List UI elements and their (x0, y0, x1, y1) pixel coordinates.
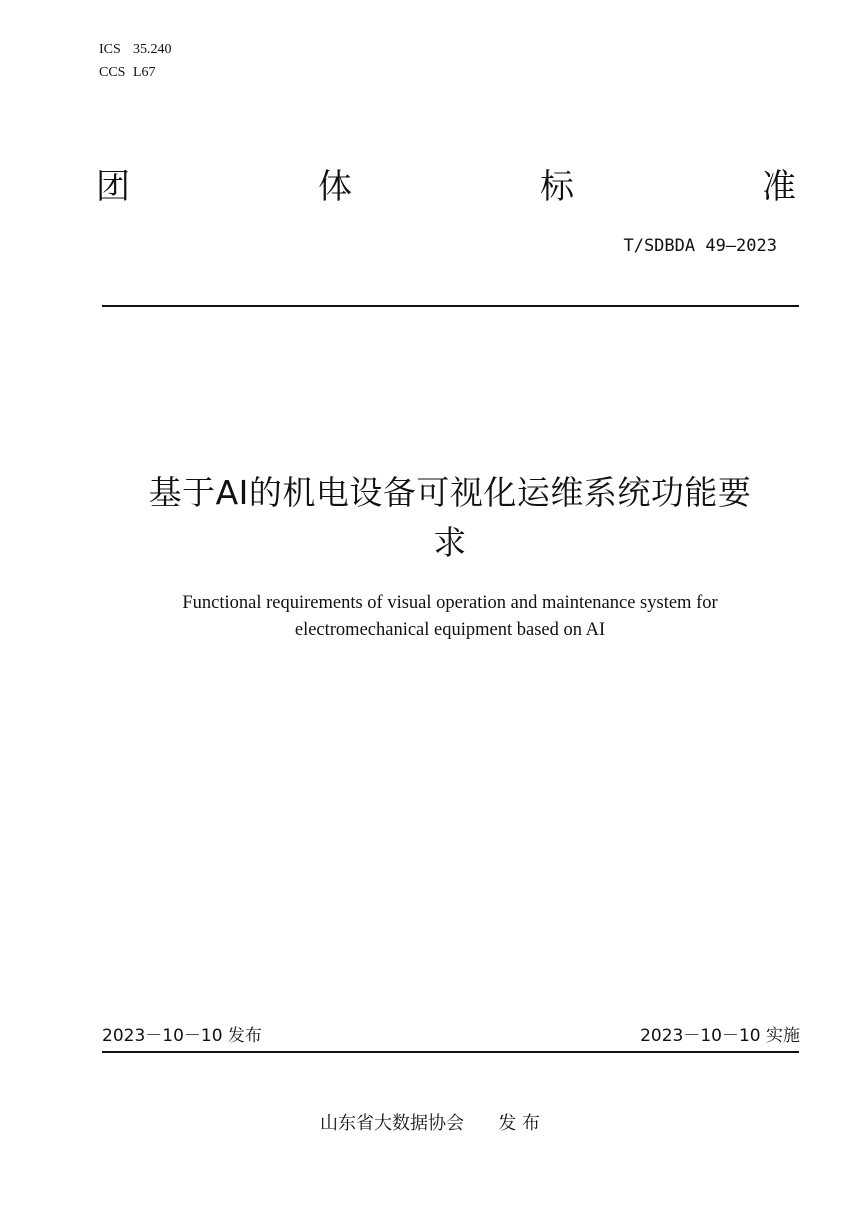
implement-date: 2023－10－10 实施 (640, 1026, 800, 1046)
standard-code: T/SDBDA 49—2023 (623, 236, 777, 256)
ccs-line (99, 64, 156, 82)
standard-type-char: 体 (318, 167, 352, 207)
title-english-line: Functional requirements of visual operation and maintenance system for (182, 593, 718, 613)
title-english (120, 590, 780, 644)
standard-type-heading (96, 162, 796, 212)
standard-type-char: 准 (762, 167, 796, 207)
bottom-divider (102, 1051, 799, 1053)
ics-label: ICS (99, 42, 121, 57)
ics-line (99, 41, 172, 59)
ccs-value: L67 (133, 65, 156, 80)
ics-value: 35.240 (133, 42, 172, 57)
publisher: 山东省大数据协会 发 布 (319, 1113, 541, 1134)
publish-date: 2023－10－10 发布 (102, 1026, 262, 1046)
title-chinese-line: 求 (433, 523, 467, 562)
title-chinese (96, 468, 804, 568)
standard-type-char: 标 (540, 167, 574, 207)
title-english-line: electromechanical equipment based on AI (294, 620, 606, 640)
title-chinese-line: 基于AI的机电设备可视化运维系统功能要 (148, 473, 752, 512)
ccs-label: CCS (99, 65, 126, 80)
top-divider (102, 305, 799, 307)
standard-type-char: 团 (96, 167, 130, 207)
